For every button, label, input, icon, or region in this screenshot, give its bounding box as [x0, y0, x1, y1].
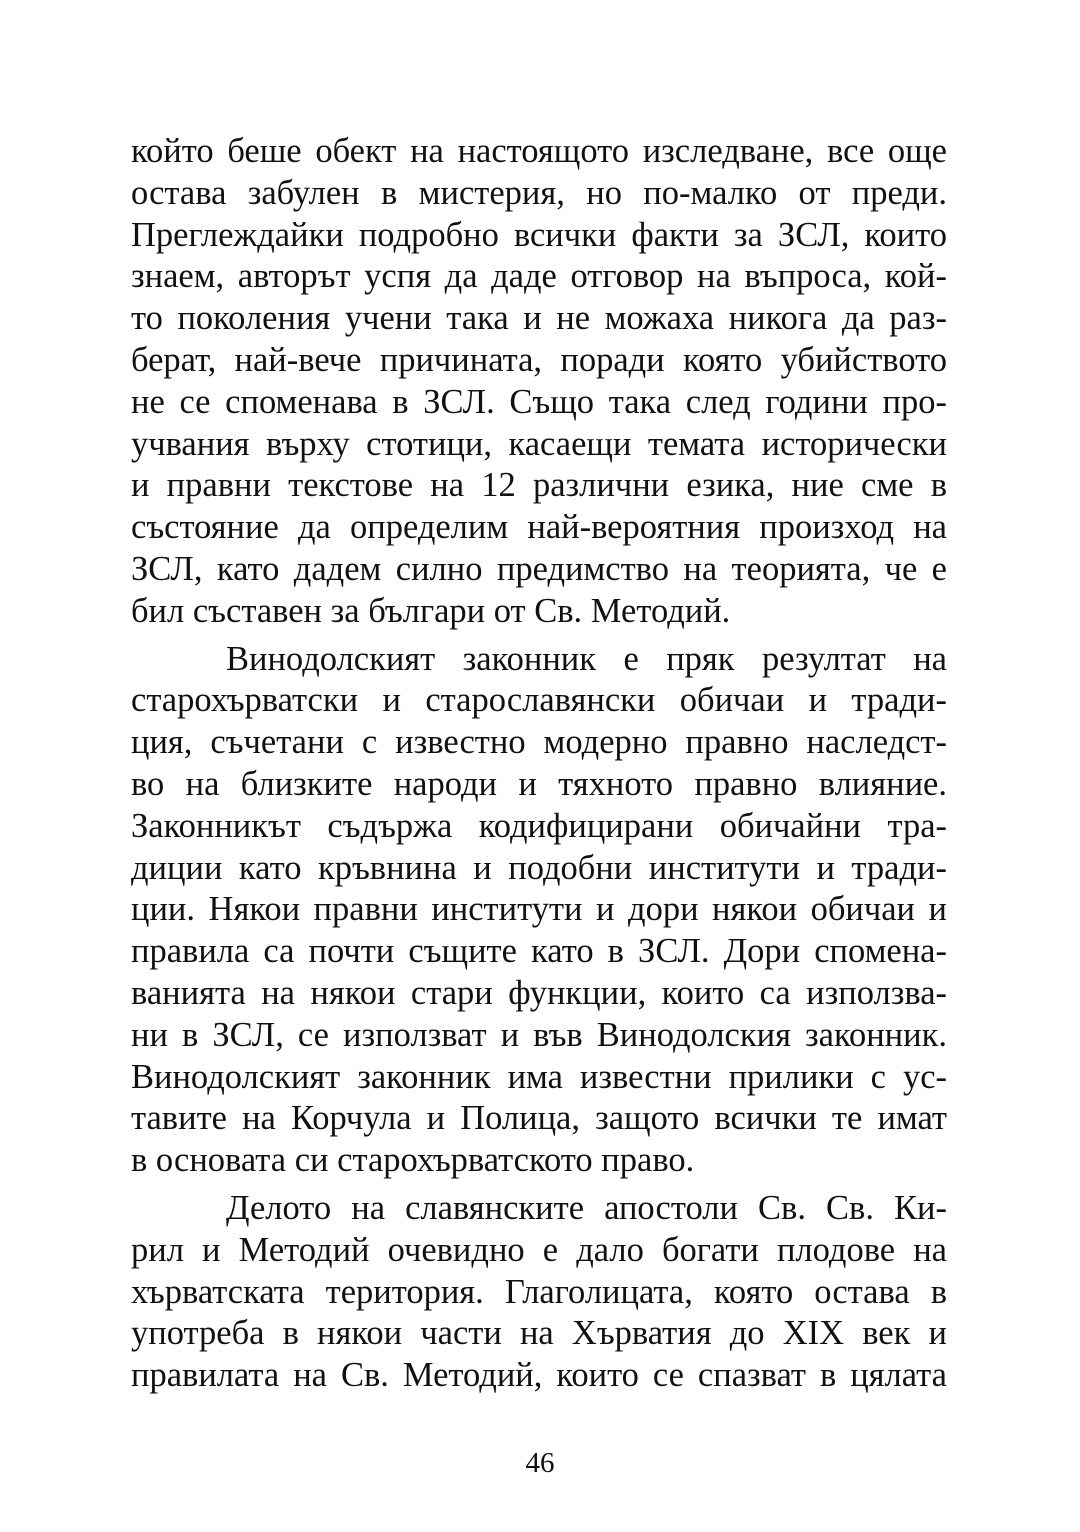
text-line: ция, съчетани с известно модерно правно наследст- — [131, 723, 947, 762]
text-line: и правни текстове на 12 различни езика, ние сме в — [131, 466, 947, 505]
text-line: диции като кръвнина и подобни институти и тради- — [131, 848, 947, 887]
text-line: който беше обект на настоящото изследване, все още — [131, 132, 947, 170]
text-line: бил съставен за българи от Св. Методий. — [131, 591, 731, 630]
text-line: то поколения учени така и не можаха никога да раз- — [131, 299, 947, 338]
paragraph-2 — [131, 639, 947, 1182]
text-line: употреба в някои части на Хърватия до XIX век и — [131, 1314, 947, 1353]
text-line: берат, най-вече причината, поради която убийството — [131, 340, 947, 379]
text-line: ни в ЗСЛ, се използват и във Винодолския законник. — [131, 1015, 947, 1054]
text-line: Преглеждайки подробно всички факти за ЗСЛ, които — [131, 215, 947, 254]
page-body — [131, 131, 947, 1397]
text-line: ции. Някои правни институти и дори някои обичаи и — [131, 890, 947, 929]
text-line: хърватската територия. Глаголицата, която остава в — [131, 1272, 947, 1311]
text-line: Винодолският законник е пряк резултат на — [226, 639, 947, 678]
text-line: правилата на Св. Методий, които се спазват в цялата — [131, 1356, 947, 1395]
text-line: ванията на някои стари функции, които са използва- — [131, 973, 947, 1012]
text-line: Законникът съдържа кодифицирани обичайни тра- — [131, 806, 947, 845]
text-line: правила са почти същите като в ЗСЛ. Дори спомена- — [131, 932, 947, 971]
text-line: тавите на Корчула и Полица, защото всички те имат — [131, 1099, 947, 1138]
text-line: старохърватски и старославянски обичаи и тради- — [131, 681, 947, 720]
text-line: рил и Методий очевидно е дало богати плодове на — [131, 1230, 947, 1269]
text-line: Винодолският законник има известни прилики с ус- — [131, 1057, 947, 1096]
text-line: учвания върху стотици, касаещи темата исторически — [131, 424, 947, 463]
text-line: състояние да определим най-вероятния произход на — [131, 508, 947, 547]
text-line: ЗСЛ, като дадем силно предимство на теорията, че е — [131, 549, 947, 588]
paragraph-3 — [131, 1188, 947, 1397]
paragraph-1 — [131, 131, 947, 633]
text-line: во на близките народи и тяхното правно влияние. — [131, 764, 947, 803]
text-line: Делото на славянските апостоли Св. Св. Ки- — [226, 1188, 947, 1227]
text-line: не се споменава в ЗСЛ. Също така след години про- — [131, 382, 947, 421]
text-line: остава забулен в мистерия, но по-малко от преди. — [131, 173, 947, 212]
text-line: в основата си старохърватското право. — [131, 1141, 695, 1180]
page-number: 46 — [525, 1447, 555, 1479]
text-line: знаем, авторът успя да даде отговор на въпроса, кой- — [131, 257, 947, 296]
